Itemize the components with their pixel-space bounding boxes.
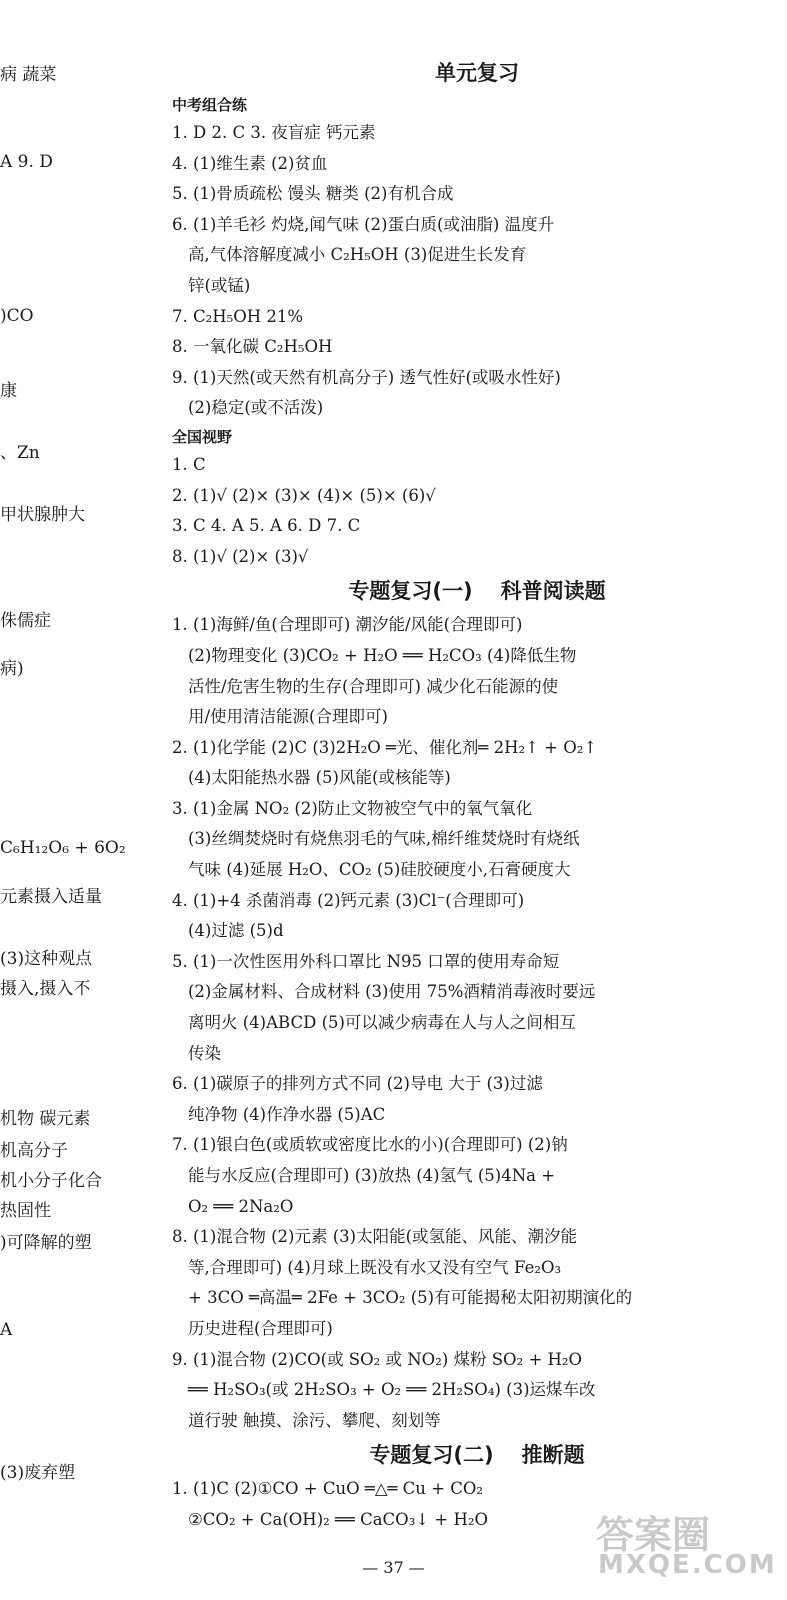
left-fragment: 病 蔬菜: [0, 65, 57, 85]
answer-line: (4)太阳能热水器 (5)风能(或核能等): [188, 768, 451, 788]
answer-line: (4)过滤 (5)d: [188, 921, 284, 941]
answer-line: (2)物理变化 (3)CO₂ + H₂O ══ H₂CO₃ (4)降低生物: [188, 645, 577, 665]
section-title-text: 单元复习: [435, 61, 519, 85]
left-fragment: A: [0, 1320, 13, 1340]
answer-line: 5. (1)骨质疏松 馒头 糖类 (2)有机合成: [172, 184, 454, 204]
answer-line: 纯净物 (4)作净水器 (5)AC: [188, 1104, 386, 1124]
left-fragment: )CO: [0, 306, 34, 326]
left-fragment: 机小分子化合: [0, 1171, 102, 1191]
watermark-url: MXQE.COM: [598, 1550, 777, 1580]
answer-line: 1. C: [172, 454, 206, 474]
answer-line: 7. C₂H₅OH 21%: [172, 306, 304, 326]
answer-line: 8. (1)混合物 (2)元素 (3)太阳能(或氢能、风能、潮汐能: [172, 1227, 578, 1247]
answer-line: 活性/危害生物的生存(合理即可) 减少化石能源的使: [188, 676, 559, 696]
answer-line: 9. (1)天然(或天然有机高分子) 透气性好(或吸水性好): [172, 367, 561, 387]
left-fragment: 摄入,摄入不: [0, 979, 91, 999]
answer-line: 3. C 4. A 5. A 6. D 7. C: [172, 516, 361, 536]
answer-line: 历史进程(合理即可): [188, 1318, 333, 1338]
left-fragment: )可降解的塑: [0, 1233, 92, 1253]
left-fragment: 侏儒症: [0, 611, 51, 631]
left-fragment: 、Zn: [0, 443, 40, 463]
section-title: [172, 54, 782, 92]
page-number: — 37 —: [362, 1558, 425, 1577]
answer-line: ②CO₂ + Ca(OH)₂ ══ CaCO₃↓ + H₂O: [188, 1509, 488, 1529]
section-title-text: 专题复习(一): [348, 579, 473, 604]
answer-line: 8. 一氧化碳 C₂H₅OH: [172, 337, 333, 357]
answer-line: + 3CO ═高温═ 2Fe + 3CO₂ (5)有可能揭秘太阳初期演化的: [188, 1288, 633, 1308]
left-fragment: A 9. D: [0, 152, 53, 172]
section-title: [172, 1436, 782, 1474]
group-heading: 中考组合练: [172, 96, 248, 114]
answer-line: 1. (1)海鲜/鱼(合理即可) 潮汐能/风能(合理即可): [172, 615, 523, 635]
watermark-logo: 答案圈: [596, 1513, 711, 1557]
left-fragment: 机物 碳元素: [0, 1109, 91, 1129]
left-fragment: 机高分子: [0, 1141, 68, 1161]
left-fragment: (3)废弃塑: [0, 1463, 76, 1483]
section-subtitle-text: 科普阅读题: [500, 579, 606, 604]
answer-line: 高,气体溶解度减小 C₂H₅OH (3)促进生长发育: [188, 245, 527, 265]
answer-line: 8. (1)√ (2)× (3)√: [172, 546, 309, 566]
right-column: [172, 54, 782, 1536]
left-fragment: C₆H₁₂O₆ + 6O₂: [0, 838, 126, 858]
section-title-text: 专题复习(二): [369, 1443, 494, 1468]
answer-line: 5. (1)一次性医用外科口罩比 N95 口罩的使用寿命短: [172, 951, 560, 971]
group-heading: 全国视野: [172, 427, 233, 446]
answer-line: 锌(或锰): [188, 275, 251, 295]
answer-line: 等,合理即可) (4)月球上既没有水又没有空气 Fe₂O₃: [188, 1257, 562, 1277]
answer-line: 7. (1)银白色(或质软或密度比水的小)(合理即可) (2)钠: [172, 1135, 568, 1155]
answer-line: 传染: [188, 1043, 221, 1063]
answer-line: 1. (1)C (2)①CO + CuO ═△═ Cu + CO₂: [172, 1479, 484, 1499]
answer-line: (2)金属材料、合成材料 (3)使用 75%酒精消毒液时要远: [188, 982, 596, 1002]
left-fragment: 元素摄入适量: [0, 887, 102, 907]
answer-line: 1. D 2. C 3. 夜盲症 钙元素: [172, 123, 376, 142]
answer-line: 用/使用清洁能源(合理即可): [188, 707, 388, 727]
answer-line: O₂ ══ 2Na₂O: [188, 1196, 294, 1216]
left-fragment: 热固性: [0, 1201, 51, 1221]
answer-line: (2)稳定(或不活泼): [188, 398, 324, 418]
answer-line: ══ H₂SO₃(或 2H₂SO₃ + O₂ ══ 2H₂SO₄) (3)运煤车改: [188, 1380, 596, 1400]
answer-line: 6. (1)碳原子的排列方式不同 (2)导电 大于 (3)过滤: [172, 1074, 543, 1094]
answer-line: 道行驶 触摸、涂污、攀爬、刻划等: [188, 1410, 441, 1430]
answer-line: 4. (1)+4 杀菌消毒 (2)钙元素 (3)Cl⁻(合理即可): [172, 890, 525, 910]
answer-line: 4. (1)维生素 (2)贫血: [172, 153, 328, 173]
answer-line: (3)丝绸焚烧时有烧焦羽毛的气味,棉纤维焚烧时有烧纸: [188, 829, 580, 849]
section-subtitle-text: 推断题: [521, 1443, 585, 1468]
answer-line: 2. (1)化学能 (2)C (3)2H₂O ═光、催化剂═ 2H₂↑ + O₂↑: [172, 737, 598, 757]
section-title: [172, 572, 782, 610]
answer-line: 3. (1)金属 NO₂ (2)防止文物被空气中的氧气氧化: [172, 798, 533, 818]
left-fragment: (3)这种观点: [0, 949, 93, 969]
left-column-fragments: [0, 0, 140, 1560]
answer-line: 9. (1)混合物 (2)CO(或 SO₂ 或 NO₂) 煤粉 SO₂ + H₂O: [172, 1349, 583, 1369]
left-fragment: 病): [0, 659, 24, 679]
answer-line: 离明火 (4)ABCD (5)可以减少病毒在人与人之间相互: [188, 1013, 576, 1033]
left-fragment: 康: [0, 381, 17, 401]
answer-line: 能与水反应(合理即可) (3)放热 (4)氢气 (5)4Na +: [188, 1166, 556, 1185]
answer-line: 2. (1)√ (2)× (3)× (4)× (5)× (6)√: [172, 485, 436, 505]
answer-line: 6. (1)羊毛衫 灼烧,闻气味 (2)蛋白质(或油脂) 温度升: [172, 214, 555, 234]
left-fragment: 甲状腺肿大: [0, 505, 85, 525]
answer-line: 气味 (4)延展 H₂O、CO₂ (5)硅胶硬度小,石膏硬度大: [188, 860, 571, 880]
